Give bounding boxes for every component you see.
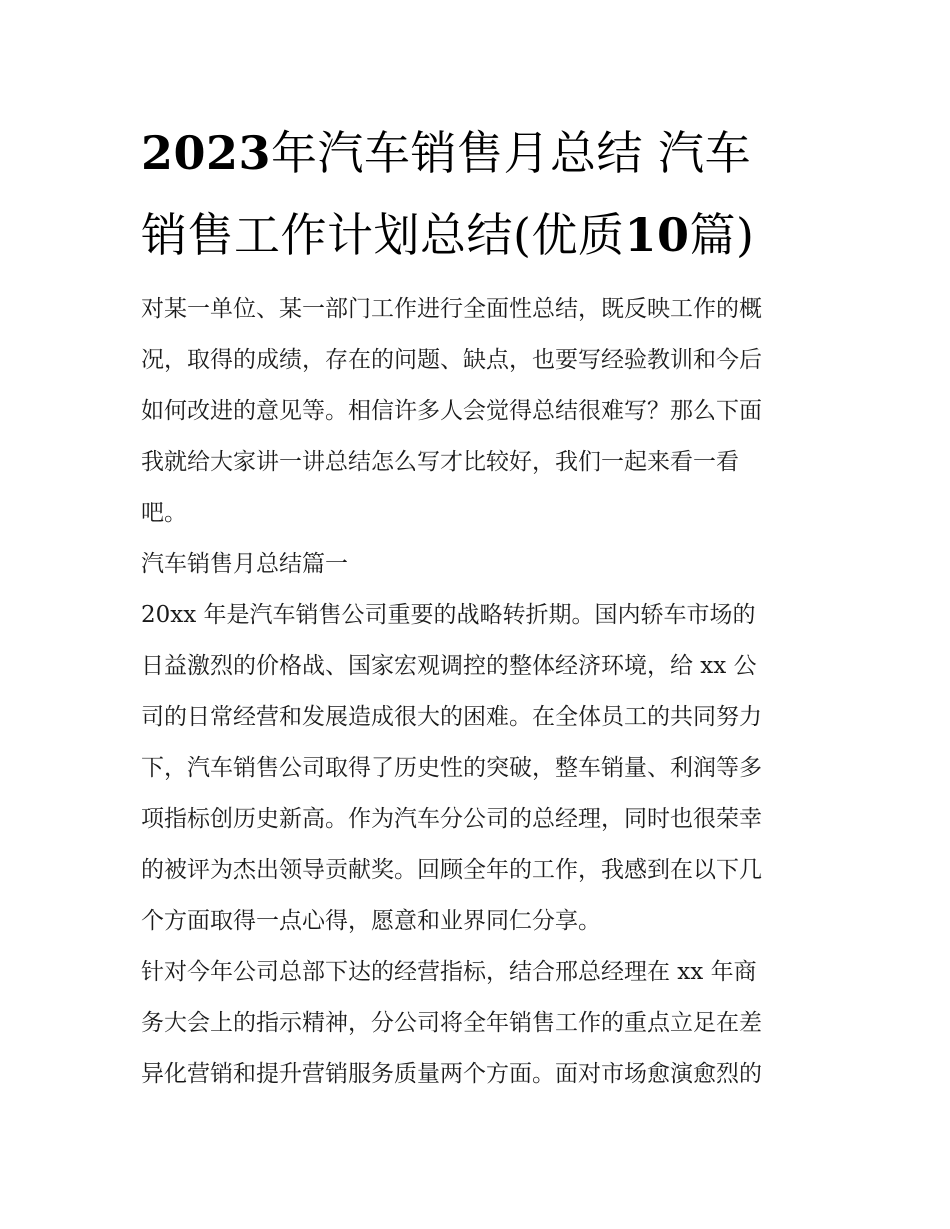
- paragraph-1: [141, 590, 821, 947]
- text-line: 日益激烈的价格战、国家宏观调控的整体经济环境，给 xx 公: [141, 653, 757, 679]
- title-line-2: [141, 194, 821, 276]
- document-title: [141, 112, 821, 276]
- title-line-1-text: 年汽车销售月总结 汽车: [271, 126, 752, 180]
- title-line-2-text-a: 销售工作计划总结(优质: [141, 208, 625, 262]
- section-heading: 汽车销售月总结篇一: [141, 551, 348, 577]
- document-body: [141, 284, 821, 1100]
- text-line: 务大会上的指示精神，分公司将全年销售工作的重点立足在差: [141, 1010, 762, 1036]
- text-line: 对某一单位、某一部门工作进行全面性总结，既反映工作的概: [141, 296, 762, 322]
- text-line: 20xx 年是汽车销售公司重要的战略转折期。国内轿车市场的: [141, 602, 756, 628]
- document-page: [141, 112, 821, 1100]
- intro-paragraph: [141, 284, 821, 539]
- title-count: 10: [624, 208, 690, 262]
- text-line: 司的日常经营和发展造成很大的困难。在全体员工的共同努力: [141, 704, 762, 730]
- text-line: 况，取得的成绩，存在的问题、缺点，也要写经验教训和今后: [141, 347, 762, 373]
- title-line-1: [141, 112, 821, 194]
- text-line: 异化营销和提升营销服务质量两个方面。面对市场愈演愈烈的: [141, 1061, 762, 1087]
- text-line: 针对今年公司总部下达的经营指标，结合邢总经理在 xx 年商: [141, 959, 757, 985]
- paragraph-2: [141, 947, 821, 1100]
- text-line: 如何改进的意见等。相信许多人会觉得总结很难写？那么下面: [141, 398, 762, 424]
- title-line-2-text-b: 篇): [689, 208, 755, 262]
- text-line: 我就给大家讲一讲总结怎么写才比较好，我们一起来看一看: [141, 449, 739, 475]
- text-line: 的被评为杰出领导贡献奖。回顾全年的工作，我感到在以下几: [141, 857, 762, 883]
- title-year: 2023: [141, 126, 272, 180]
- text-line: 个方面取得一点心得，愿意和业界同仁分享。: [141, 908, 601, 934]
- text-line: 项指标创历史新高。作为汽车分公司的总经理，同时也很荣幸: [141, 806, 762, 832]
- text-line: 下，汽车销售公司取得了历史性的突破，整车销量、利润等多: [141, 755, 762, 781]
- text-line: 吧。: [141, 500, 187, 526]
